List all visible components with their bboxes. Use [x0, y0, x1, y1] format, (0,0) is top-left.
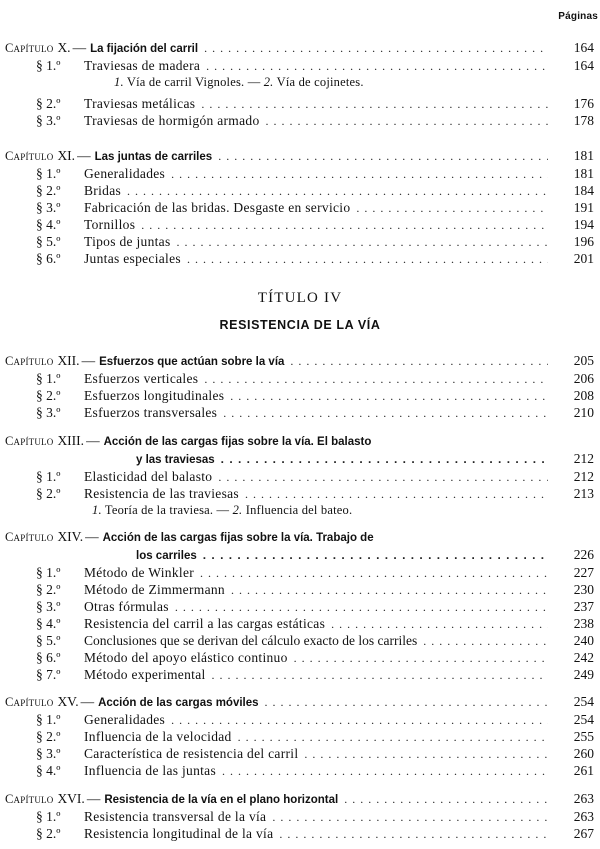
chapter-title-cont-text: los carriles: [136, 550, 197, 562]
subsection-number: 1.: [92, 503, 102, 517]
subsection-title: Vía de carril Vignoles.: [126, 75, 245, 89]
section-entry: [0, 165, 600, 182]
section-entry: [0, 808, 600, 825]
section-number: § 5.º: [36, 633, 61, 648]
chapter-heading: Capítulo X. — La fijación del carril . . . 164: [0, 38, 600, 57]
section-number: § 3.º: [36, 405, 61, 420]
leader-dots: [238, 729, 548, 746]
leader-dots: [177, 234, 548, 251]
page-number: 184: [573, 183, 594, 198]
titulo-subheading: RESISTENCIA DE LA VÍA: [219, 318, 381, 332]
section-entry: [0, 711, 600, 728]
chapter-heading: Capítulo XVI. — Resistencia de la vía en el plano horizontal . . . 263: [0, 789, 600, 808]
chapter-title-cont-text: y las traviesas: [136, 454, 215, 466]
chapter-x: [0, 38, 600, 129]
leader-dots: [290, 352, 548, 371]
leader-dots: [221, 450, 548, 468]
chapter-label: Capítulo: [5, 530, 54, 544]
leader-dots: [218, 147, 548, 166]
leader-dots: [279, 826, 548, 843]
page-number: 212: [573, 469, 594, 484]
section-title: Resistencia transversal de la vía: [84, 809, 267, 824]
page-number: 249: [573, 667, 594, 682]
section-number: § 1.º: [36, 166, 61, 181]
page-number: 164: [573, 58, 594, 73]
section-entry: [0, 370, 600, 387]
chapter-label: Capítulo: [5, 354, 54, 368]
leader-dots: [423, 633, 548, 650]
page-number: 196: [573, 234, 594, 249]
section-entry: [0, 199, 600, 216]
section-title: Resistencia longitudinal de la vía: [84, 826, 274, 841]
section-number: § 3.º: [36, 113, 61, 128]
section-entry: [0, 728, 600, 745]
section-number: § 5.º: [36, 234, 61, 249]
leader-dots: [230, 388, 548, 405]
section-number: § 4.º: [36, 217, 61, 232]
leader-dots: [222, 763, 548, 780]
leader-dots: [272, 809, 548, 826]
subsection-title: Teoría de la traviesa.: [104, 503, 214, 517]
page-number: 227: [573, 565, 594, 580]
leader-dots: [200, 565, 548, 582]
section-entry: [0, 95, 600, 112]
page-number: 254: [573, 694, 594, 709]
leader-dots: [212, 667, 548, 684]
section-number: § 1.º: [36, 58, 61, 73]
leader-dots: [171, 166, 548, 183]
section-entry: [0, 581, 600, 598]
chapter-heading: Capítulo XII. — Esfuerzos que actúan sobre la vía . . . 205: [0, 351, 600, 370]
leader-dots: [223, 405, 548, 422]
chapter-title: La fijación del carril: [90, 43, 199, 55]
chapter-xv: [0, 692, 600, 779]
section-title: Generalidades: [84, 712, 166, 727]
chapter-xii: [0, 351, 600, 421]
section-entry: [0, 825, 600, 842]
page-number: 212: [573, 451, 594, 466]
page-number: 263: [573, 791, 594, 806]
chapter-xi: [0, 146, 600, 267]
section-title: Método de Zimmermann: [84, 582, 225, 597]
section-entry: [0, 666, 600, 683]
leader-dots: [245, 486, 548, 503]
section-title: Método experimental: [84, 667, 206, 682]
chapter-label: Capítulo: [5, 434, 54, 448]
section-title: Fabricación de las bridas. Desgaste en servicio: [84, 200, 351, 215]
leader-dots: [356, 200, 548, 217]
chapter-number: XVI.: [57, 791, 85, 806]
section-entry: [0, 404, 600, 421]
chapter-title: Acción de las cargas fijas sobre la vía. El balasto: [103, 436, 372, 448]
chapter-xiv: [0, 527, 600, 683]
section-entry: [0, 112, 600, 129]
page-number: 226: [573, 547, 594, 562]
leader-dots: [175, 599, 548, 616]
chapter-number: X.: [57, 40, 71, 55]
page-number: 201: [573, 251, 594, 266]
chapter-number: XIII.: [57, 433, 85, 448]
leader-dots: [206, 58, 548, 75]
section-entry: [0, 468, 600, 485]
section-title: Resistencia del carril a las cargas estáticas: [84, 616, 326, 631]
section-title: Esfuerzos longitudinales: [84, 388, 225, 403]
subsection-list: 1. Vía de carril Vignoles. — 2. Vía de cojinetes.: [114, 75, 364, 89]
section-number: § 2.º: [36, 183, 61, 198]
page-number: 191: [573, 200, 594, 215]
section-entry: [0, 216, 600, 233]
section-number: § 1.º: [36, 809, 61, 824]
page-number: 238: [573, 616, 594, 631]
page-number: 267: [573, 826, 594, 841]
leader-dots: [304, 746, 548, 763]
section-number: § 4.º: [36, 616, 61, 631]
section-entry: [0, 598, 600, 615]
section-number: § 6.º: [36, 251, 61, 266]
section-number: § 7.º: [36, 667, 61, 682]
section-number: § 2.º: [36, 729, 61, 744]
leader-dots: [331, 616, 548, 633]
section-entry: [0, 233, 600, 250]
page-number: 254: [573, 712, 594, 727]
section-number: § 2.º: [36, 582, 61, 597]
section-entry: [0, 649, 600, 666]
leader-dots: [171, 712, 548, 729]
leader-dots: [203, 546, 548, 564]
page-number: 240: [573, 633, 594, 648]
chapter-title: Acción de las cargas móviles: [98, 697, 259, 709]
section-number: § 1.º: [36, 565, 61, 580]
leader-dots: [266, 113, 549, 130]
section-title: Juntas especiales: [84, 251, 181, 266]
page-number: 242: [573, 650, 594, 665]
subsection-list: 1. Teoría de la traviesa. — 2. Influencia del bateo.: [92, 503, 353, 517]
leader-dots: [218, 469, 548, 486]
section-number: § 2.º: [36, 826, 61, 841]
section-title: Método del apoyo elástico continuo: [84, 650, 288, 665]
section-entry: [0, 182, 600, 199]
subsection-number: 2.: [263, 75, 274, 89]
section-title: Generalidades: [84, 166, 166, 181]
section-number: § 1.º: [36, 469, 61, 484]
paginas-header: Páginas: [558, 11, 598, 22]
chapter-xvi: [0, 789, 600, 842]
section-title: Característica de resistencia del carril: [84, 746, 299, 761]
section-number: § 1.º: [36, 371, 61, 386]
section-number: § 1.º: [36, 712, 61, 727]
leader-dots: [231, 582, 548, 599]
section-entry: [0, 615, 600, 632]
section-title: Esfuerzos verticales: [84, 371, 199, 386]
section-entry: [0, 745, 600, 762]
chapter-heading: Capítulo XIV. — Acción de las cargas fijas sobre la vía. Trabajo de: [5, 529, 374, 544]
chapter-title-continuation: [0, 450, 600, 468]
section-number: § 2.º: [36, 96, 61, 111]
page-number: 205: [573, 353, 594, 368]
leader-dots: [344, 790, 548, 809]
section-entry: [0, 632, 600, 649]
section-title: Tornillos: [84, 217, 136, 232]
section-title: Otras fórmulas: [84, 599, 169, 614]
page-number: 178: [573, 113, 594, 128]
leader-dots: [204, 39, 548, 58]
section-title: Influencia de las juntas: [84, 763, 217, 778]
subsection-title: Influencia del bateo.: [245, 503, 353, 517]
page-number: 206: [573, 371, 594, 386]
subsection-number: 1.: [114, 75, 124, 89]
section-number: § 4.º: [36, 763, 61, 778]
page-number: 213: [573, 486, 594, 501]
page-number: 181: [573, 166, 594, 181]
subsection-title: Vía de cojinetes.: [276, 75, 364, 89]
section-entry: [0, 387, 600, 404]
leader-dots: [265, 693, 548, 712]
page-number: 194: [573, 217, 594, 232]
section-title: Traviesas de hormigón armado: [84, 113, 260, 128]
section-number: § 2.º: [36, 486, 61, 501]
chapter-label: Capítulo: [5, 149, 54, 163]
leader-dots: [141, 217, 548, 234]
section-number: § 3.º: [36, 200, 61, 215]
chapter-label: Capítulo: [5, 41, 54, 55]
section-entry: [0, 250, 600, 267]
subsection-number: 2.: [232, 503, 243, 517]
page-number: 260: [573, 746, 594, 761]
page-number: 210: [573, 405, 594, 420]
section-entry: [0, 762, 600, 779]
page-number: 237: [573, 599, 594, 614]
page-number: 208: [573, 388, 594, 403]
section-entry: [0, 57, 600, 74]
section-number: § 3.º: [36, 599, 61, 614]
page-number: 261: [573, 763, 594, 778]
leader-dots: [187, 251, 548, 268]
section-title: Método de Winkler: [84, 565, 195, 580]
leader-dots: [127, 183, 548, 200]
chapter-number: XIV.: [57, 529, 84, 544]
chapter-heading: Capítulo XIII. — Acción de las cargas fijas sobre la vía. El balasto: [5, 433, 372, 448]
chapter-title: Las juntas de carriles: [94, 151, 213, 163]
chapter-title: Resistencia de la vía en el plano horizontal: [104, 794, 339, 806]
chapter-title-continuation: [0, 546, 600, 564]
chapter-xiii: [0, 431, 600, 519]
page-number: 263: [573, 809, 594, 824]
leader-dots: [201, 96, 548, 113]
section-title: Elasticidad del balasto: [84, 469, 213, 484]
page-number: 181: [573, 148, 594, 163]
section-title: Traviesas metálicas: [84, 96, 196, 111]
section-title: Influencia de la velocidad: [84, 729, 232, 744]
page-number: 164: [573, 40, 594, 55]
chapter-title: Esfuerzos que actúan sobre la vía: [99, 356, 285, 368]
section-number: § 2.º: [36, 388, 61, 403]
page-number: 255: [573, 729, 594, 744]
section-number: § 6.º: [36, 650, 61, 665]
section-title: Resistencia de las traviesas: [84, 486, 239, 501]
section-title: Conclusiones que se derivan del cálculo exacto de los carriles: [84, 633, 418, 648]
titulo-heading: TÍTULO IV: [257, 290, 343, 306]
chapter-number: XII.: [57, 353, 80, 368]
leader-dots: [204, 371, 548, 388]
section-entry: [0, 485, 600, 502]
page-number: 176: [573, 96, 594, 111]
section-number: § 3.º: [36, 746, 61, 761]
chapter-title: Acción de las cargas fijas sobre la vía. Trabajo de: [102, 532, 374, 544]
section-title: Traviesas de madera: [84, 58, 201, 73]
chapter-heading: Capítulo XI. — Las juntas de carriles . . . 181: [0, 146, 600, 165]
section-title: Tipos de juntas: [84, 234, 171, 249]
chapter-number: XI.: [57, 148, 76, 163]
chapter-heading: Capítulo XV. — Acción de las cargas móviles . . . 254: [0, 692, 600, 711]
chapter-label: Capítulo: [5, 695, 54, 709]
chapter-label: Capítulo: [5, 792, 54, 806]
page-number: 230: [573, 582, 594, 597]
chapter-number: XV.: [57, 694, 79, 709]
leader-dots: [294, 650, 548, 667]
section-entry: [0, 564, 600, 581]
section-title: Bridas: [84, 183, 122, 198]
section-title: Esfuerzos transversales: [84, 405, 218, 420]
